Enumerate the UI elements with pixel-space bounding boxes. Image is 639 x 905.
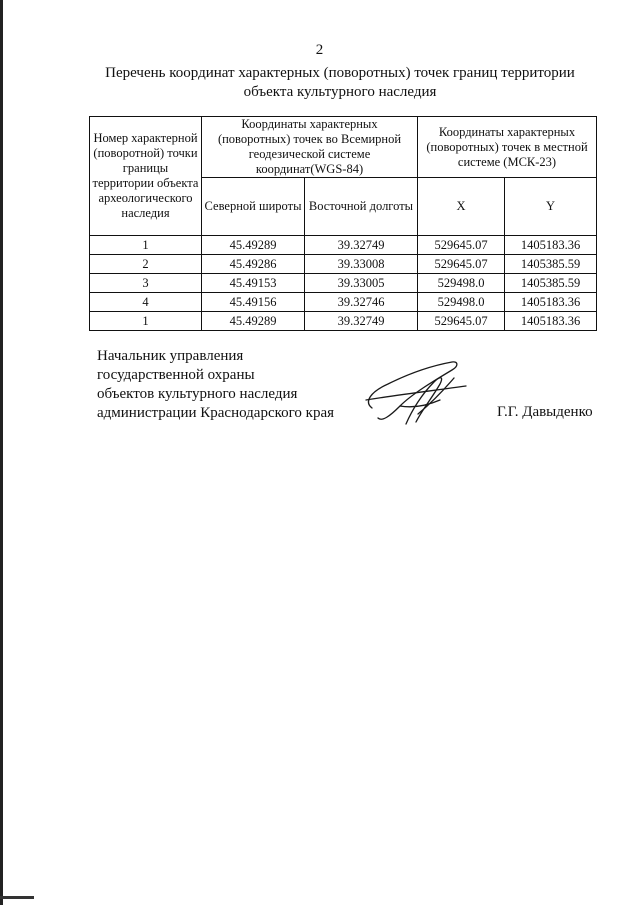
table-row	[90, 255, 597, 274]
cell-point-number: 3	[90, 274, 202, 293]
cell-latitude: 45.49156	[202, 293, 305, 312]
scan-edge-mark	[0, 896, 34, 899]
cell-x: 529645.07	[418, 312, 505, 331]
signer-block	[97, 347, 334, 423]
cell-y: 1405183.36	[505, 236, 597, 255]
cell-latitude: 45.49153	[202, 274, 305, 293]
document-title	[60, 64, 620, 102]
cell-point-number: 1	[90, 236, 202, 255]
cell-point-number: 1	[90, 312, 202, 331]
signer-position-line-2: государственной охраны	[97, 367, 255, 383]
cell-longitude: 39.33005	[305, 274, 418, 293]
header-local-group: Координаты характерных (поворотных) точек в местной системе (МСК-23)	[418, 117, 597, 178]
signer-name: Г.Г. Давыденко	[497, 404, 593, 420]
cell-y: 1405183.36	[505, 293, 597, 312]
title-line-1: Перечень координат характерных (поворотных) точек границ территории	[105, 65, 575, 81]
scan-edge-bar	[0, 0, 3, 905]
table-row	[90, 236, 597, 255]
title-line-2: объекта культурного наследия	[243, 84, 437, 100]
header-y: Y	[505, 178, 597, 236]
cell-longitude: 39.33008	[305, 255, 418, 274]
cell-point-number: 4	[90, 293, 202, 312]
cell-latitude: 45.49286	[202, 255, 305, 274]
table-row	[90, 274, 597, 293]
header-north-latitude: Северной широты	[202, 178, 305, 236]
table-row	[90, 312, 597, 331]
page-number: 2	[315, 42, 324, 58]
cell-longitude: 39.32749	[305, 236, 418, 255]
cell-y: 1405385.59	[505, 255, 597, 274]
cell-y: 1405183.36	[505, 312, 597, 331]
cell-latitude: 45.49289	[202, 236, 305, 255]
signer-position-line-1: Начальник управления	[97, 348, 244, 364]
table-row	[90, 293, 597, 312]
header-x: X	[418, 178, 505, 236]
cell-longitude: 39.32749	[305, 312, 418, 331]
cell-longitude: 39.32746	[305, 293, 418, 312]
cell-y: 1405385.59	[505, 274, 597, 293]
coordinates-table	[89, 116, 597, 331]
signer-position-line-3: объектов культурного наследия	[97, 386, 298, 402]
table-header-row	[90, 117, 597, 178]
signer-position-line-4: администрации Краснодарского края	[97, 405, 335, 421]
cell-point-number: 2	[90, 255, 202, 274]
header-east-longitude: Восточной долготы	[305, 178, 418, 236]
cell-x: 529645.07	[418, 236, 505, 255]
header-point-number: Номер характерной (поворотной) точки границы территории объекта археологического наследия	[90, 117, 202, 236]
cell-x: 529498.0	[418, 293, 505, 312]
handwritten-signature	[360, 352, 470, 432]
cell-latitude: 45.49289	[202, 312, 305, 331]
header-wgs-group: Координаты характерных (поворотных) точек во Всемирной геодезической системе координат(WGS-84)	[202, 117, 418, 178]
cell-x: 529498.0	[418, 274, 505, 293]
cell-x: 529645.07	[418, 255, 505, 274]
